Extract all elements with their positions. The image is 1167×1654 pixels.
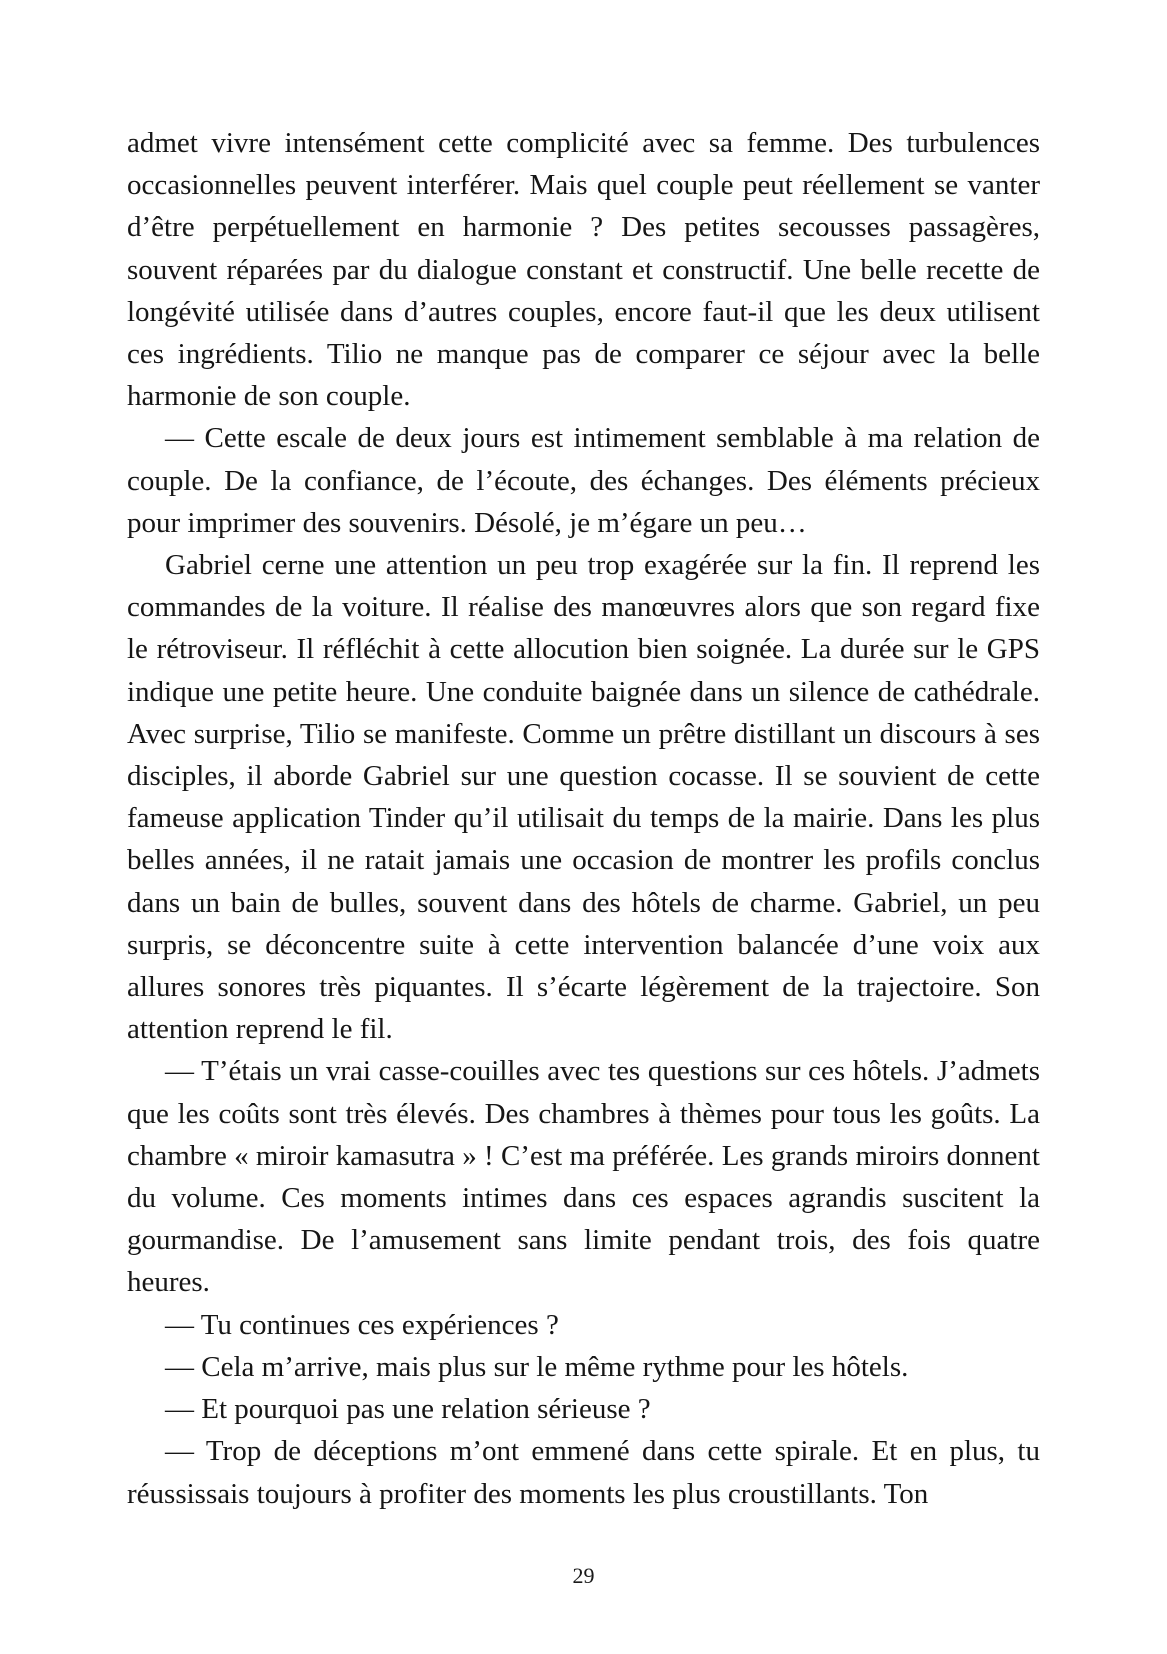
- paragraph-dialogue: — Cela m’arrive, mais plus sur le même rythme pour les hôtels.: [165, 1350, 909, 1383]
- paragraph-dialogue: — Trop de déceptions m’ont emmené dans cette spirale. Et en plus, tu réussissais toujours à profiter des moments les plus croustillants. Ton: [127, 1435, 1040, 1510]
- body-text: [127, 122, 1040, 1515]
- paragraph-dialogue: — Et pourquoi pas une relation sérieuse ?: [165, 1393, 651, 1426]
- page-number: 29: [572, 1563, 595, 1588]
- paragraph-dialogue: — T’étais un vrai casse-couilles avec tes questions sur ces hôtels. J’admets que les coûts sont très élevés. Des chambres à thèmes pour tous les goûts. La chambre « miroir kamasutra » ! C’est ma préférée. Les grands miroirs donnent du volume. Ces moments intimes dans ces espaces agrandis suscitent la gourmandise. De l’amusement sans limite pendant trois, des fois quatre heures.: [127, 1055, 1040, 1299]
- paragraph-continuation: admet vivre intensément cette complicité avec sa femme. Des turbulences occasionnelles peuvent interférer. Mais quel couple peut réellement se vanter d’être perpétuellement en harmonie ? Des petites secousses passagères, souvent réparées par du dialogue constant et constructif. Une belle recette de longévité utilisée dans d’autres couples, encore faut-il que les deux utilisent ces ingrédients. Tilio ne manque pas de comparer ce séjour avec la belle harmonie de son couple.: [127, 127, 1040, 413]
- paragraph-narration: Gabriel cerne une attention un peu trop exagérée sur la fin. Il reprend les commandes de la voiture. Il réalise des manœuvres alors que son regard fixe le rétroviseur. Il réfléchit à cette allocution bien soignée. La durée sur le GPS indique une petite heure. Une conduite baignée dans un silence de cathédrale. Avec surprise, Tilio se manifeste. Comme un prêtre distillant un discours à ses disciples, il aborde Gabriel sur une question cocasse. Il se souvient de cette fameuse application Tinder qu’il utilisait du temps de la mairie. Dans les plus belles années, il ne ratait jamais une occasion de montrer les profils conclus dans un bain de bulles, souvent dans des hôtels de charme. Gabriel, un peu surpris, se déconcentre suite à cette intervention balancée d’une voix aux allures sonores très piquantes. Il s’écarte légèrement de la trajectoire. Son attention reprend le fil.: [127, 549, 1040, 1046]
- paragraph-dialogue: — Cette escale de deux jours est intimement semblable à ma relation de couple. De la confiance, de l’écoute, des échanges. Des éléments précieux pour imprimer des souvenirs. Désolé, je m’égare un peu…: [127, 422, 1040, 539]
- paragraph-dialogue: — Tu continues ces expériences ?: [165, 1308, 559, 1341]
